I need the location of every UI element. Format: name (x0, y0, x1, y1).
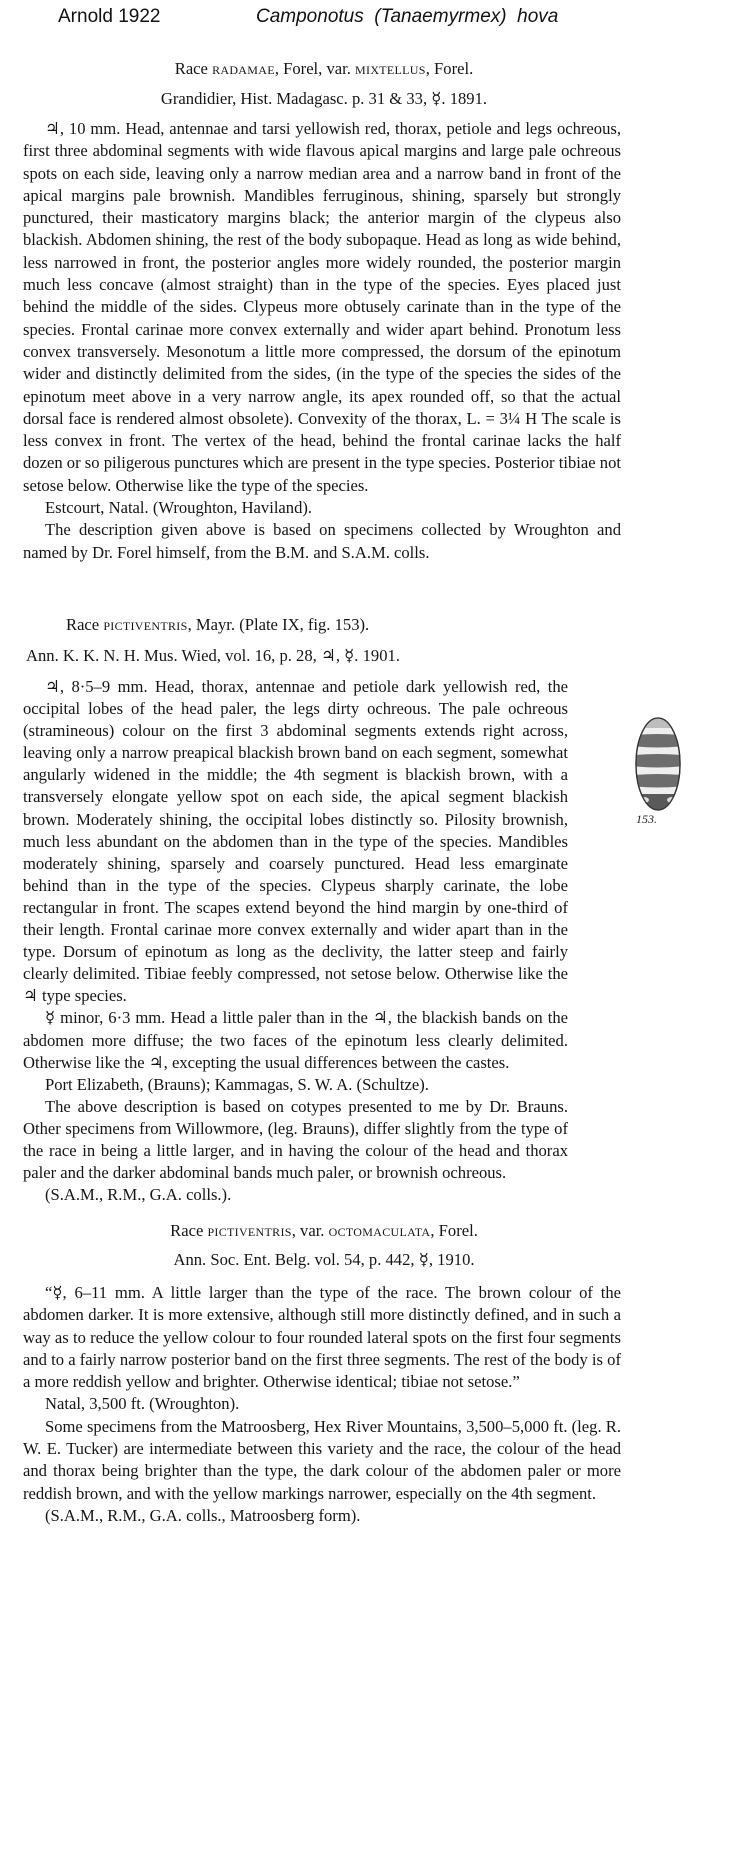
section-3-collections: (S.A.M., R.M., G.A. colls., Matroosberg form). (45, 1505, 361, 1525)
header-author-year: Arnold 1922 (58, 6, 161, 27)
section-2-major-description: ♃, 8·5–9 mm. Head, thorax, antennae and petiole dark yellowish red, the occipital lobes of the head paler, the legs dirty ochreous. The pale ochreous (stramineous) colour on the first 3 abdominal segments extends right across, leaving only a narrow preapical blackish brown band on each segment, somewhat angularly widened in the middle; the 4th segment is blackish brown, with a transversely elongate yellow spot on each side, the apical segment blackish brown. Moderately shining, the occipital lobes distinctly so. Pilosity brownish, much less abundant on the abdomen than in the type of the species. Mandibles moderately shining, sparsely and coarsely punctured. Head less emarginate behind than in the type of the species. Clypeus sharply carinate, the lobe rectangular in front. The scapes extend beyond the hind margin by one-third of their length. Frontal carinae more convex externally and wider apart than in the type. Dorsum of epinotum as long as the declivity, the latter steep and fairly clearly delimited. Tibiae feebly compressed, not setose below. Otherwise like the ♃ type species. (23, 677, 568, 1006)
section-3-reference: Ann. Soc. Ent. Belg. vol. 54, p. 442, ☿, 1910. (173, 1250, 475, 1269)
section-1-reference: Grandidier, Hist. Madagasc. p. 31 & 33, ☿. 1891. (160, 89, 488, 108)
section-3-body (23, 1282, 621, 1527)
variety-name: octomaculata (328, 1221, 431, 1240)
section-2-locality: Port Elizabeth, (Brauns); Kammagas, S. W. A. (Schultze). (45, 1074, 429, 1094)
header-species: Camponotus (Tanaemyrmex) hova (256, 6, 559, 27)
section-2-reference: Ann. K. K. N. H. Mus. Wied, vol. 16, p. 28, ♃, ☿. 1901. (26, 646, 400, 665)
section-2-title: Race pictiventris, Mayr. (Plate IX, fig. 153). (66, 615, 370, 634)
race-name: pictiventris (207, 1221, 292, 1240)
section-1-body (23, 118, 621, 564)
section-1-title: Race radamae, Forel, var. mixtellus, Forel. (174, 59, 474, 78)
abdomen-figure-153 (624, 712, 692, 830)
section-3-locality: Natal, 3,500 ft. (Wroughton). (45, 1394, 240, 1414)
race-name: pictiventris (103, 615, 188, 634)
section-1-note: The description given above is based on specimens collected by Wroughton and named by Dr. Forel himself, from the B.M. and S.A.M. colls. (23, 520, 621, 562)
section-3-quote: “☿, 6–11 mm. A little larger than the type of the race. The brown colour of the abdomen darker. It is more extensive, although still more distinctly defined, and in such a way as to reduce the yellow colour to four rounded lateral spots on the first four segments and to a fairly narrow posterior band on the first three segments. The rest of the body is of a more reddish yellow and brighter. Otherwise identical; tibiae not setose.” (23, 1283, 621, 1392)
race-name: radamae (212, 59, 275, 78)
section-3-note: Some specimens from the Matroosberg, Hex River Mountains, 3,500–5,000 ft. (leg. R. W. E. Tucker) are intermediate between this variety and the race, the colour of the head and thorax being brighter than the type, the dark colour of the abdomen paler or more reddish brown, and with the yellow markings narrower, especially on the 4th segment. (23, 1416, 621, 1503)
variety-name: mixtellus (355, 59, 426, 78)
section-1-locality: Estcourt, Natal. (Wroughton, Haviland). (45, 498, 313, 518)
section-2-collections: (S.A.M., R.M., G.A. colls.). (45, 1185, 232, 1205)
section-3-title: Race pictiventris, var. octomaculata, Forel. (170, 1221, 478, 1240)
section-2-body (23, 676, 568, 1206)
section-1-description: ♃, 10 mm. Head, antennae and tarsi yellowish red, thorax, petiole and legs ochreous, first three abdominal segments with wide flavous apical margins and large pale ochreous spots on each side, leaving only a narrow median area and a narrow band in front of the apical margins pale brownish. Mandibles ferruginous, shining, sparsely but strongly punctured, their masticatory margins black; the anterior margin of the clypeus also blackish. Abdomen shining, the rest of the body subopaque. Head as long as wide behind, less narrowed in front, the posterior angles more widely rounded, the posterior margin much less concave (almost straight) than in the type of the species. Eyes placed just behind the middle of the sides. Clypeus more obtusely carinate than in the type of the species. Frontal carinae more convex externally and wider apart behind. Pronotum less convex transversely. Mesonotum a little more compressed, the dorsum of the epinotum wider and distinctly delimited from the sides, (in the type of the species the sides of the epinotum meet above in a very narrow angle, its apex rounded off, so that the actual dorsal face is rendered almost obsolete). Convexity of the thorax, L. = 3¼ H The scale is less convex in front. The vertex of the head, behind the frontal carinae lacks the half dozen or so piligerous punctures which are present in the type species. Posterior tibiae not setose below. Otherwise like the type of the species. (23, 119, 621, 495)
section-2-note: The above description is based on cotypes presented to me by Dr. Brauns. Other specimens from Willowmore, (leg. Brauns), differ slightly from the type of the race in being a little larger, and in having the colour of the head and thorax paler and the darker abdominal bands much paler, or brownish ochreous. (23, 1096, 568, 1183)
section-2-minor-description: ☿ minor, 6·3 mm. Head a little paler than in the ♃, the blackish bands on the abdomen more diffuse; the two faces of the epinotum less clearly delimited. Otherwise like the ♃, excepting the usual differences between the castes. (23, 1008, 568, 1072)
figure-label: 153. (636, 812, 657, 826)
